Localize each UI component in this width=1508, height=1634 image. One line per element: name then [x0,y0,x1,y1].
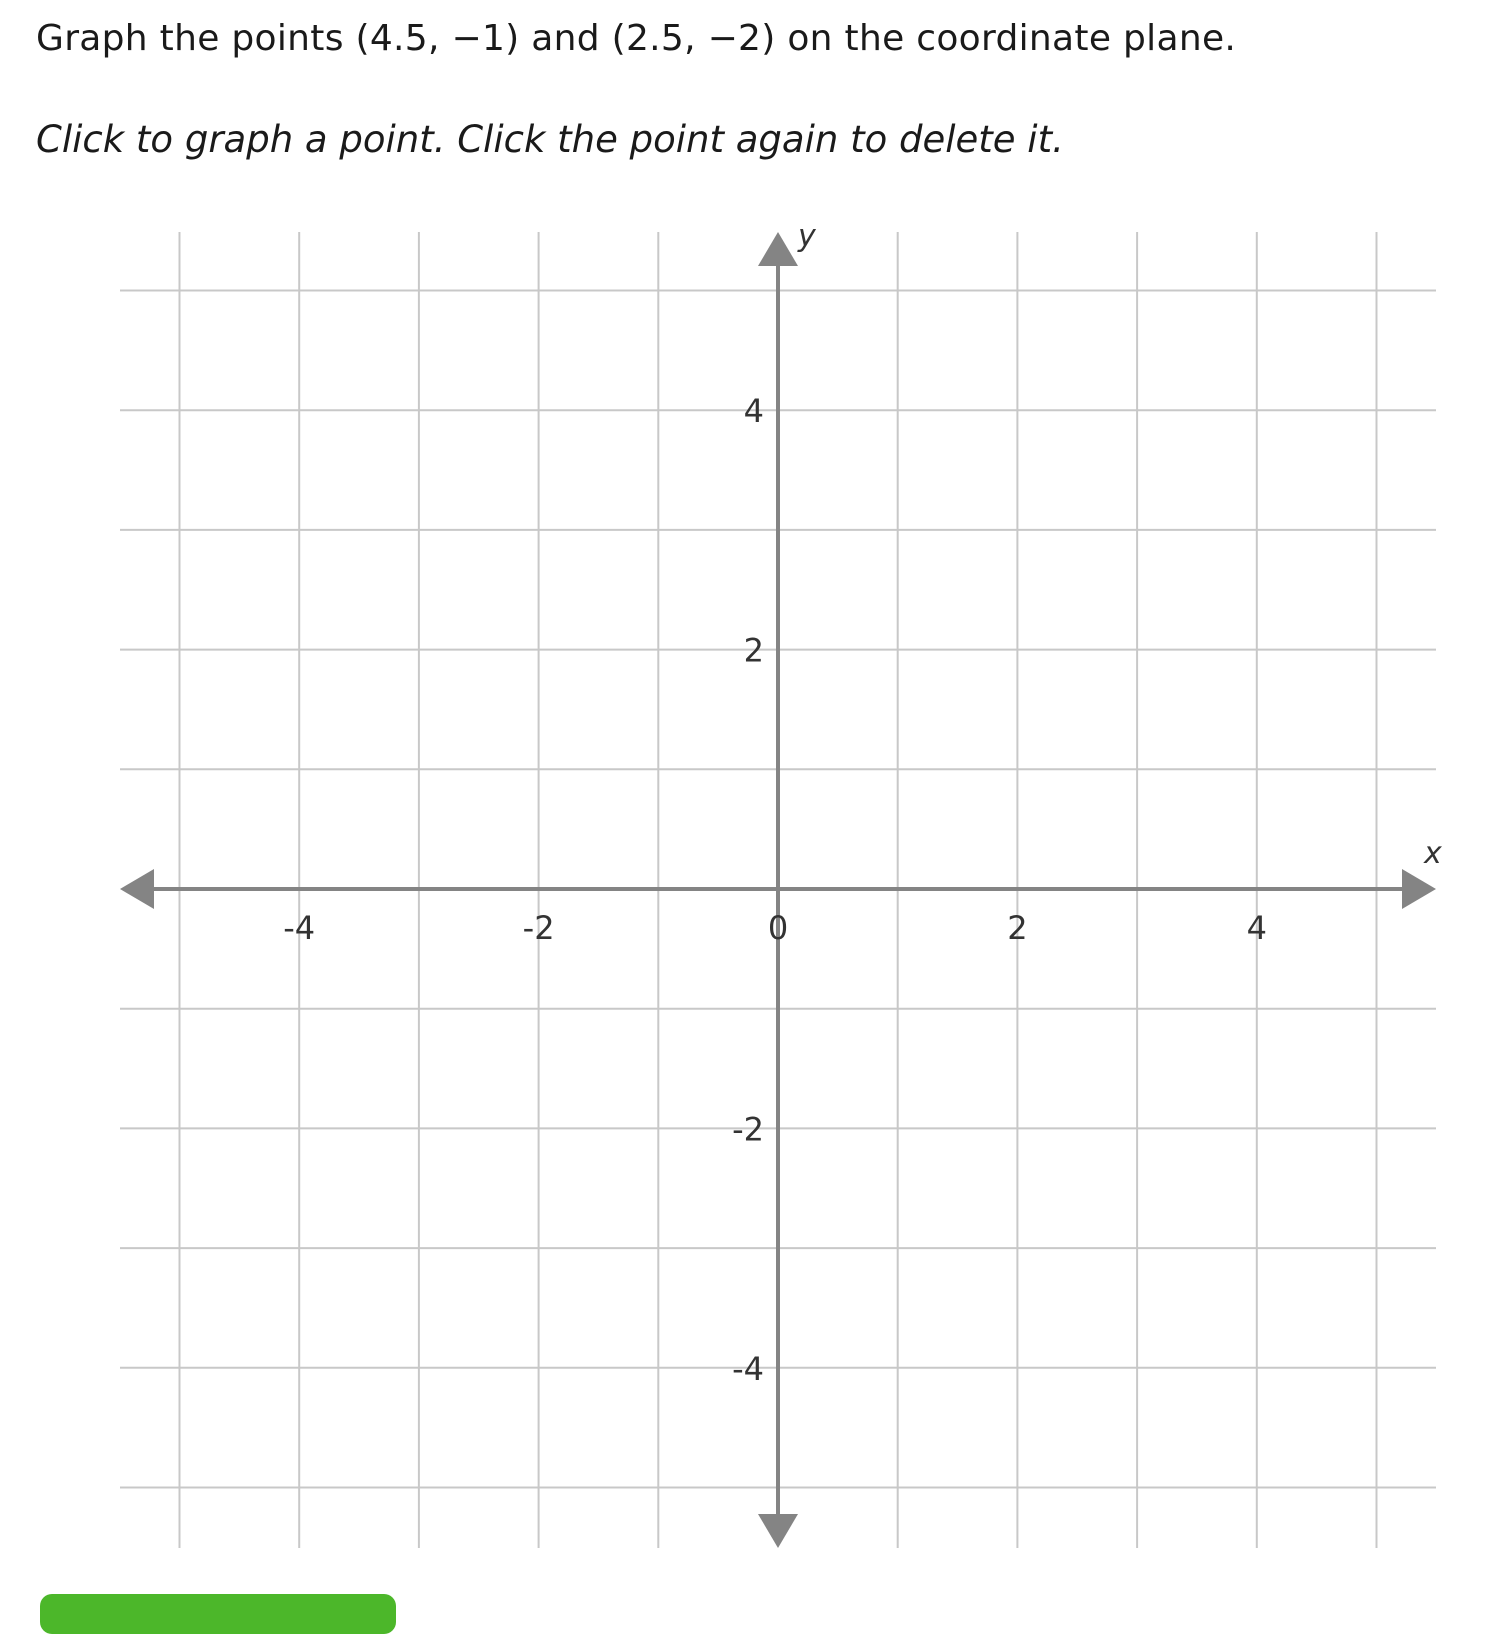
x-tick-label: -4 [283,909,316,947]
x-axis-left-arrow-icon [120,869,154,909]
y-tick-label: -4 [732,1349,764,1388]
axes [120,219,1442,1548]
x-axis-right-arrow-icon [1402,869,1436,909]
x-tick-label: 0 [767,909,789,947]
x-tick-label: 4 [1246,909,1267,947]
y-axis-down-arrow-icon [758,1514,798,1548]
y-tick-label: 2 [743,631,764,670]
question-prompt: Graph the points (4.5, −1) and (2.5, −2) on the coordinate plane. [36,18,1237,59]
y-tick-label: 4 [743,392,764,431]
x-axis-label: x [1424,836,1442,871]
y-axis-up-arrow-icon [758,232,798,266]
x-tick-label: 2 [1007,909,1028,947]
instruction-text: Click to graph a point. Click the point again to delete it. [36,118,1064,161]
x-tick-label: -2 [522,909,555,947]
y-axis-label: y [798,219,816,254]
y-tick-label: -2 [732,1110,764,1149]
submit-button[interactable] [40,1594,396,1634]
